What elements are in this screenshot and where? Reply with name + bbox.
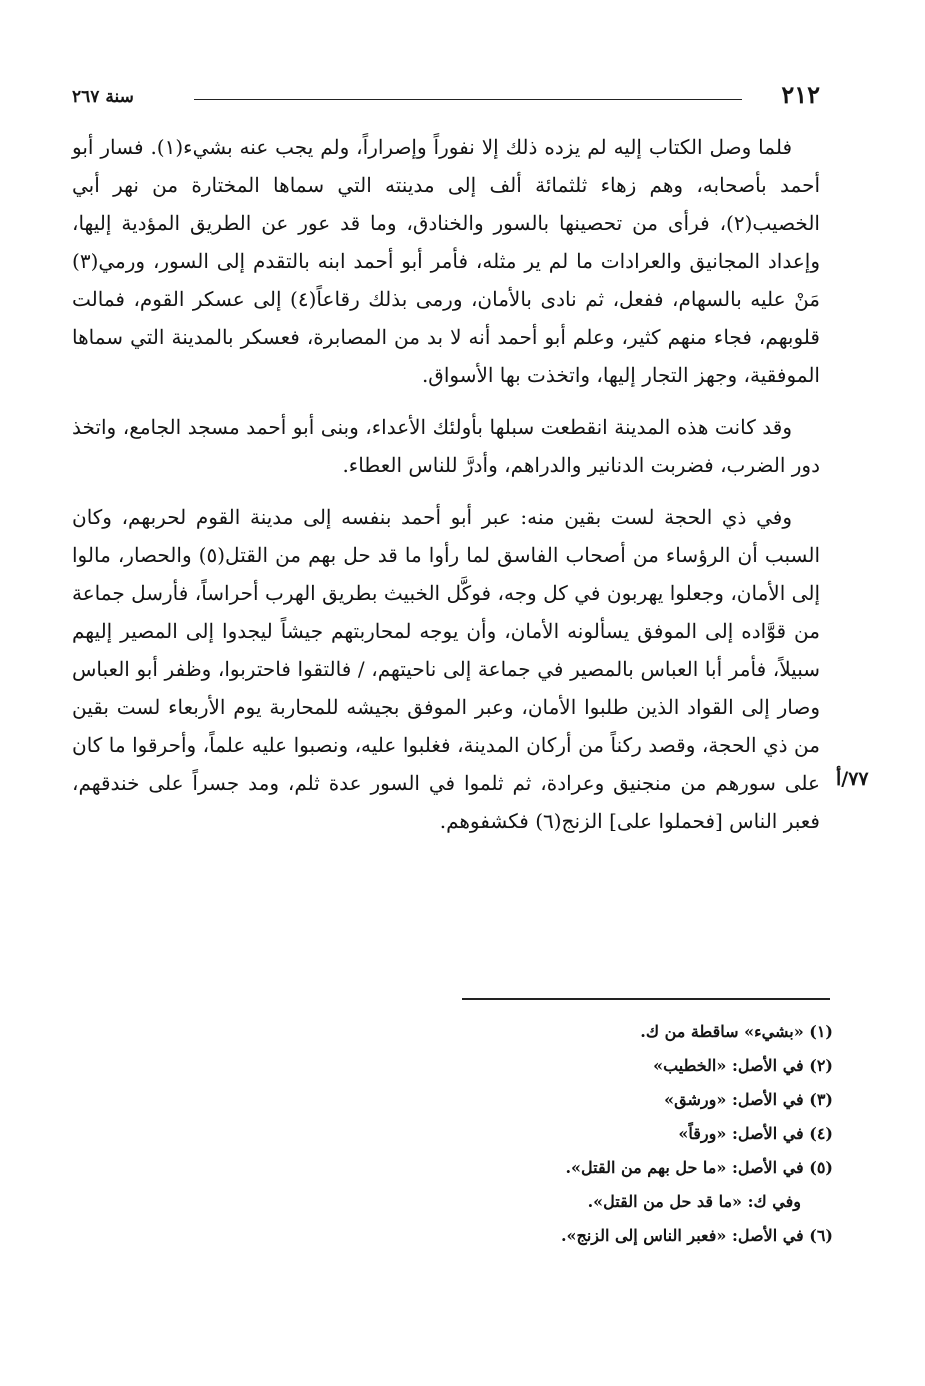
manuscript-folio-marker: ٧٧/أ — [836, 768, 869, 790]
paragraph-2: وقد كانت هذه المدينة انقطعت سبلها بأولئك الأعداء، وبنى أبو أحمد مسجد الجامع، واتخذ دور الضرب، فضربت الدنانير والدراهم، وأدرَّ للناس العطاء. — [72, 415, 820, 477]
footnote-2: (٢) في الأصل: «الخطيب» — [653, 1056, 833, 1075]
footnote-1: (١) «بشيء» ساقطة من ك. — [640, 1022, 833, 1041]
footnote-5-continuation: وفي ك: «ما قد حل من القتل». — [587, 1192, 801, 1211]
footnote-6: (٦) في الأصل: «فعبر الناس إلى الزنج». — [560, 1226, 833, 1245]
footnote-separator — [462, 998, 830, 1000]
running-head-year: سنة ٢٦٧ — [72, 87, 134, 107]
page-header — [72, 80, 820, 114]
footnote-4: (٤) في الأصل: «ورقاً» — [678, 1124, 833, 1143]
footnote-3: (٣) في الأصل: «ورشق» — [664, 1090, 833, 1109]
paragraph-3: وفي ذي الحجة لست بقين منه: عبر أبو أحمد بنفسه إلى مدينة القوم لحربهم، وكان السبب أن الرؤساء من أصحاب الفاسق لما رأوا ما قد حل بهم من القتل(٥) والحصار، مالوا إلى الأمان، وجعلوا يهربون في كل وجه، فوكَّل الخبيث بطريق الهرب أحراساً، فأرسل جماعة من قوَّاده إلى الموفق يسألونه الأمان، وأن يوجه لمحاربتهم جيشاً ليجدوا إلى المصير إليهم سبيلاً، فأمر أبا العباس بالمصير في جماعة إلى ناحيتهم، / فالتقوا فاحتربوا، وظفر أبو العباس وصار إلى القواد الذين طلبوا الأمان، وعبر الموفق بجيشه للمحاربة يوم الأربعاء لست بقين من ذي الحجة، وقصد ركناً من أركان المدينة، فغلبوا عليه، ونصبوا عليه علماً، وأحرقوا ما كان على سورهم من منجنيق وعرادة، ثم ثلموا في السور عدة ثلم، ومد جسراً على خندقهم، فعبر الناس [فحملوا على] الزنج(٦) فكشفوهم. — [72, 505, 821, 833]
header-rule — [194, 99, 742, 100]
main-text — [72, 128, 820, 854]
page-number: ٢١٢ — [781, 80, 820, 109]
footnotes — [373, 1015, 833, 1253]
paragraph-1: فلما وصل الكتاب إليه لم يزده ذلك إلا نفوراً وإصراراً، ولم يجب عنه بشيء(١). فسار أبو أحمد بأصحابه، وهم زهاء ثلثمائة ألف إلى مدينته التي سماها المختارة من نهر أبي الخصيب(٢)، فرأى من تحصينها بالسور والخنادق، وما قد عور عن الطريق المؤدية إليها، وإعداد المجانيق والعرادات ما لم ير مثله، فأمر أبو أحمد ابنه بالتقدم إلى السور، ورمي(٣) مَنْ عليه بالسهام، ففعل، ثم نادى بالأمان، ورمى بذلك رقاعاً(٤) إلى عسكر القوم، فمالت قلوبهم، فجاء منهم كثير، وعلم أبو أحمد أنه لا بد من المصابرة، فعسكر بالمدينة التي سماها الموفقية، وجهز التجار إليها، واتخذت بها الأسواق. — [72, 135, 821, 387]
footnote-5: (٥) في الأصل: «ما حل بهم من القتل». — [565, 1158, 833, 1177]
